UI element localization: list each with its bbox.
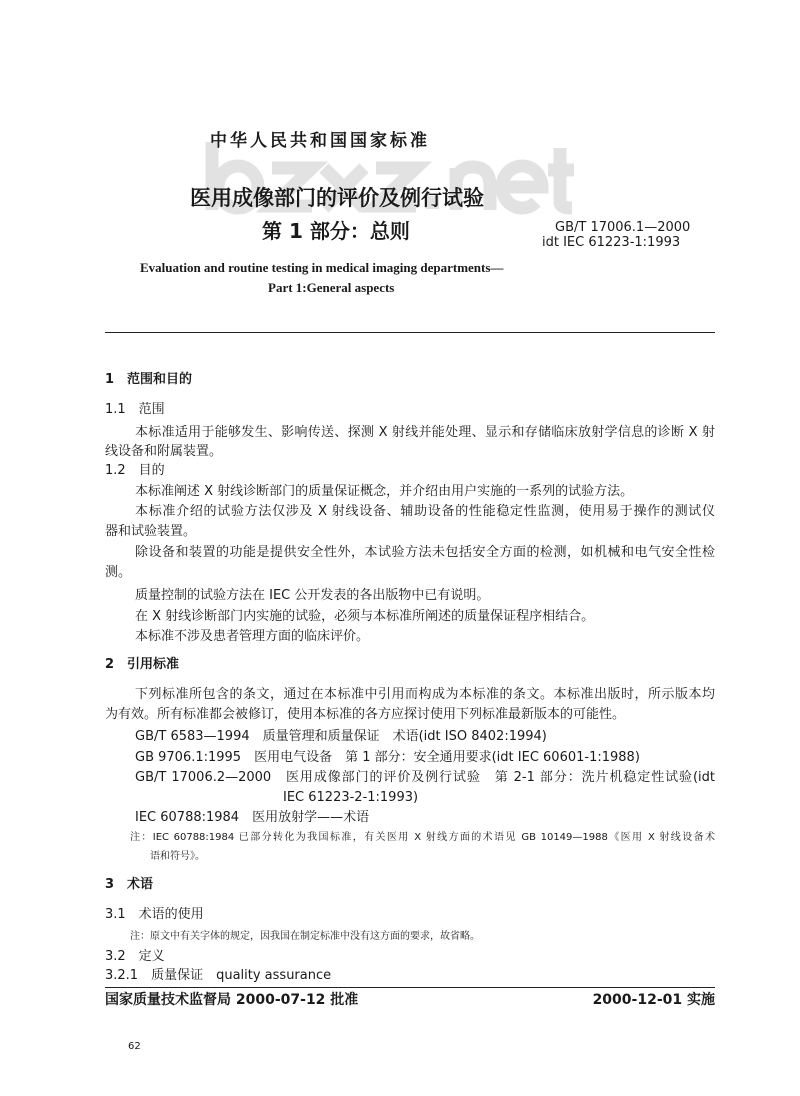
section-2-heading: 2 引用标准 bbox=[105, 657, 180, 672]
note: 注：原文中有关字体的规定，因我国在制定标准中没有这方面的要求，故省略。 bbox=[130, 931, 480, 942]
issuing-org: 中华人民共和国国家标准 bbox=[210, 131, 430, 151]
paragraph: 器和试验装置。 bbox=[105, 524, 197, 539]
document-title: 医用成像部门的评价及例行试验 bbox=[190, 186, 484, 210]
english-subtitle: Part 1:General aspects bbox=[268, 280, 395, 295]
paragraph: 线设备和附属装置。 bbox=[105, 444, 223, 459]
section-1-heading: 1 范围和目的 bbox=[105, 372, 193, 387]
paragraph: 在 X 射线诊断部门内实施的试验，必须与本标准所阐述的质量保证程序相结合。 bbox=[135, 609, 595, 624]
paragraph: 本标准不涉及患者管理方面的临床评价。 bbox=[135, 629, 370, 644]
english-title: Evaluation and routine testing in medical imaging departments— bbox=[140, 260, 504, 275]
approval-date: 国家质量技术监督局 2000-07-12 批准 bbox=[105, 992, 359, 1008]
section-3-2-heading: 3.2 定义 bbox=[105, 949, 165, 964]
section-3-heading: 3 术语 bbox=[105, 877, 154, 892]
reference-item: GB 9706.1:1995 医用电气设备 第 1 部分：安全通用要求(idt IEC 60601-1:1988) bbox=[135, 750, 640, 765]
paragraph: 本标准阐述 X 射线诊断部门的质量保证概念，并介绍由用户实施的一系列的试验方法。 bbox=[135, 484, 634, 499]
paragraph: 本标准适用于能够发生、影响传送、探测 X 射线并能处理、显示和存储临床放射学信息的诊断 X 射 bbox=[135, 425, 715, 440]
note: 语和符号》。 bbox=[150, 851, 205, 862]
reference-item-continuation: IEC 61223-2-1:1993) bbox=[283, 790, 419, 805]
section-1-2-heading: 1.2 目的 bbox=[105, 463, 165, 478]
idt-reference: idt IEC 61223-1:1993 bbox=[542, 235, 681, 250]
paragraph: 测。 bbox=[105, 565, 132, 580]
footer-divider bbox=[105, 987, 715, 988]
page-number: 62 bbox=[128, 1041, 141, 1052]
header-divider bbox=[105, 332, 715, 333]
reference-item: GB/T 6583—1994 质量管理和质量保证 术语(idt ISO 8402:1994) bbox=[135, 729, 547, 744]
reference-item: GB/T 17006.2—2000 医用成像部门的评价及例行试验 第 2-1 部分：洗片机稳定性试验(idt bbox=[135, 770, 715, 785]
reference-item: IEC 60788:1984 医用放射学——术语 bbox=[135, 810, 370, 825]
note: 注：IEC 60788:1984 已部分转化为我国标准，有关医用 X 射线方面的术语见 GB 10149—1988《医用 X 射线设备术 bbox=[130, 832, 715, 843]
paragraph: 下列标准所包含的条文，通过在本标准中引用而构成为本标准的条文。本标准出版时，所示版本均 bbox=[135, 687, 715, 702]
paragraph: 为有效。所有标准都会被修订，使用本标准的各方应探讨使用下列标准最新版本的可能性。 bbox=[105, 707, 626, 722]
effective-date: 2000-12-01 实施 bbox=[592, 992, 715, 1008]
section-1-1-heading: 1.1 范围 bbox=[105, 402, 165, 417]
paragraph: 本标准介绍的试验方法仅涉及 X 射线设备、辅助设备的性能稳定性监测，使用易于操作的测试仪 bbox=[135, 504, 715, 519]
paragraph: 除设备和装置的功能是提供安全性外，本试验方法未包括安全方面的检测，如机械和电气安全性检 bbox=[135, 545, 715, 560]
section-3-1-heading: 3.1 术语的使用 bbox=[105, 907, 204, 922]
standard-number: GB/T 17006.1—2000 bbox=[555, 220, 691, 235]
section-3-2-1-heading: 3.2.1 质量保证 quality assurance bbox=[105, 968, 332, 983]
paragraph: 质量控制的试验方法在 IEC 公开发表的各出版物中已有说明。 bbox=[135, 588, 490, 603]
document-subtitle: 第 1 部分：总则 bbox=[262, 219, 410, 243]
